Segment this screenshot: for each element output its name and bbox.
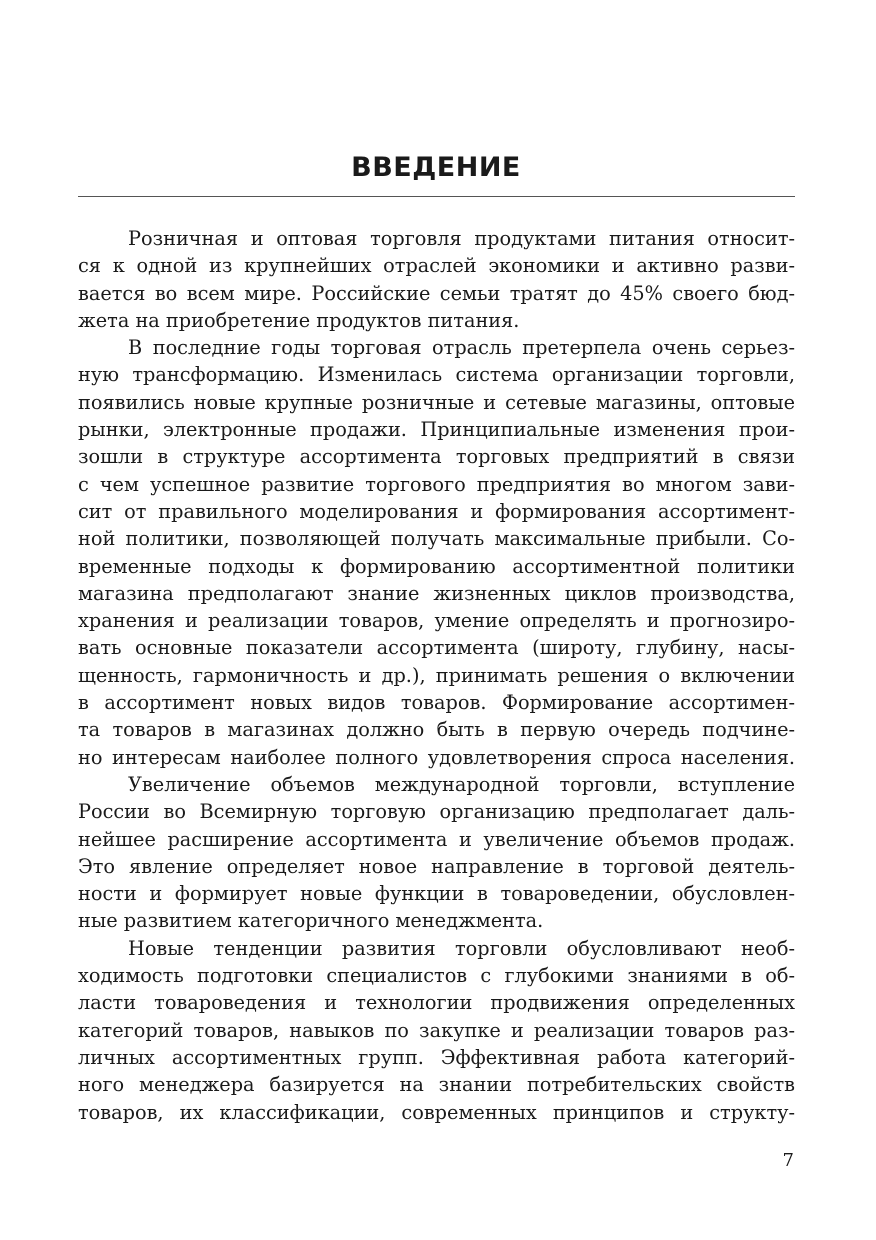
text-line: хранения и реализации товаров, умение определять и прогнозиро- [78, 609, 795, 633]
text-line: вается во всем мире. Российские семьи тратят до 45% своего бюд- [78, 281, 795, 305]
text-line: вать основные показатели ассортимента (широту, глубину, насы- [78, 636, 795, 660]
page-heading: ВВЕДЕНИЕ [351, 152, 521, 183]
paragraph-3 [78, 771, 795, 935]
text-line: Новые тенденции развития торговли обусловливают необ- [128, 936, 795, 960]
text-line: с чем успешное развитие торгового предприятия во многом зави- [78, 472, 795, 496]
text-line: личных ассортиментных групп. Эффективная работа категорий- [78, 1045, 795, 1069]
text-line: магазина предполагают знание жизненных циклов производства, [78, 581, 795, 605]
text-line: ной политики, позволяющей получать максимальные прибыли. Со- [78, 527, 795, 551]
text-line: сит от правильного моделирования и формирования ассортимент- [78, 499, 795, 523]
text-line: ного менеджера базируется на знании потребительских свойств [78, 1073, 795, 1097]
text-line: но интересам наиболее полного удовлетворения спроса населения. [78, 745, 795, 769]
text-line: ласти товароведения и технологии продвижения определенных [78, 991, 795, 1015]
text-line: Розничная и оптовая торговля продуктами питания относит- [128, 227, 795, 250]
text-line: В последние годы торговая отрасль претерпела очень серьез- [128, 336, 795, 360]
text-line: зошли в структуре ассортимента торговых предприятий в связи [78, 445, 795, 469]
text-line: щенность, гармоничность и др.), принимать решения о включении [78, 663, 795, 687]
text-line: товаров, их классификации, современных принципов и структу- [78, 1100, 795, 1124]
text-line: появились новые крупные розничные и сетевые магазины, оптовые [78, 390, 795, 414]
text-line: ную трансформацию. Изменилась система организации торговли, [78, 363, 795, 387]
text-line: категорий товаров, навыков по закупке и реализации товаров раз- [78, 1018, 795, 1042]
text-line: ся к одной из крупнейших отраслей экономики и активно разви- [78, 254, 795, 278]
paragraph-1 [78, 225, 795, 334]
text-line: та товаров в магазинах должно быть в первую очередь подчине- [78, 718, 795, 742]
text-line: Увеличение объемов международной торговли, вступление [128, 772, 795, 796]
text-line: жета на приобретение продуктов питания. [78, 308, 520, 332]
text-line: Это явление определяет новое направление в торговой деятель- [78, 854, 795, 878]
heading-rule [78, 196, 795, 197]
text-line: временные подходы к формированию ассортиментной политики [78, 554, 795, 578]
text-line: ходимость подготовки специалистов с глубокими знаниями в об- [78, 964, 795, 988]
text-line: нейшее расширение ассортимента и увеличение объемов продаж. [78, 827, 795, 851]
paragraph-2 [78, 334, 795, 771]
paragraph-4 [78, 935, 795, 1126]
text-line: рынки, электронные продажи. Принципиальные изменения прои- [78, 418, 795, 442]
body-text [78, 225, 795, 1126]
text-line: ности и формирует новые функции в товароведении, обусловлен- [78, 882, 795, 906]
page-number: 7 [782, 1150, 794, 1171]
text-line: России во Всемирную торговую организацию предполагает даль- [78, 800, 795, 824]
text-line: в ассортимент новых видов товаров. Формирование ассортимен- [78, 691, 795, 715]
text-line: ные развитием категоричного менеджмента. [78, 909, 544, 933]
